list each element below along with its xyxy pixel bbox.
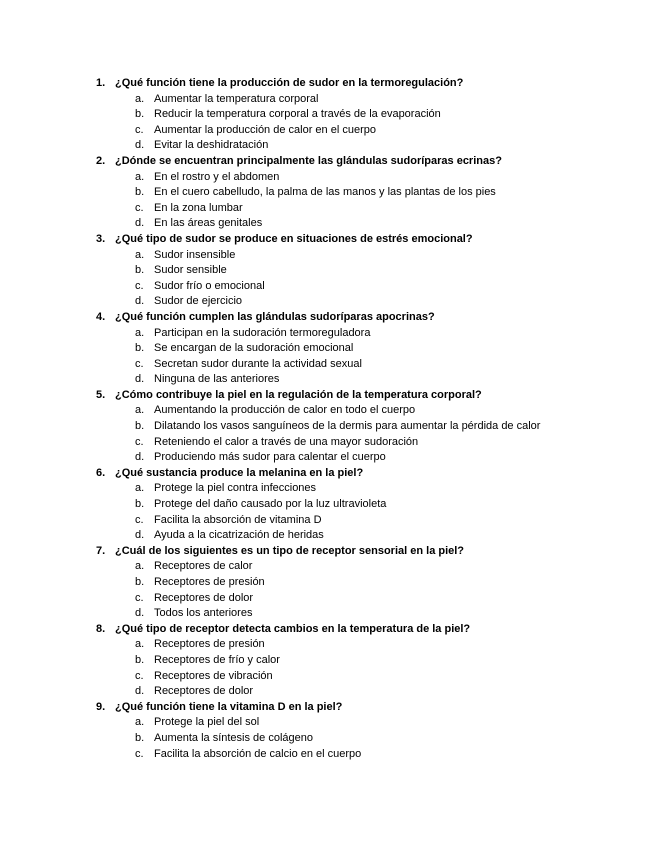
question-8-option-a bbox=[96, 637, 540, 653]
option-text: Sudor frío o emocional bbox=[154, 279, 265, 292]
option-letter: d. bbox=[135, 373, 145, 386]
option-letter: a. bbox=[135, 638, 145, 651]
option-text: Dilatando los vasos sanguíneos de la dermis para aumentar la pérdida de calor bbox=[154, 420, 541, 433]
option-text: Receptores de presión bbox=[154, 576, 265, 588]
option-text: Receptores de frío y calor bbox=[154, 653, 280, 666]
question-9 bbox=[96, 700, 540, 762]
question-text: ¿Qué función tiene la producción de sudor en la termoregulación? bbox=[115, 77, 464, 89]
option-letter: c. bbox=[135, 357, 144, 370]
question-9-option-b bbox=[96, 731, 540, 747]
option-letter: c. bbox=[135, 279, 144, 292]
option-text: Receptores de dolor bbox=[154, 685, 254, 698]
question-number: 9. bbox=[96, 700, 106, 713]
question-number: 1. bbox=[96, 77, 106, 89]
option-text: Receptores de calor bbox=[154, 560, 253, 573]
option-list bbox=[96, 715, 540, 762]
question-text: ¿Qué tipo de sudor se produce en situaciones de estrés emocional? bbox=[115, 232, 473, 245]
question-text: ¿Qué función tiene la vitamina D en la piel? bbox=[115, 700, 343, 713]
option-text: Sudor sensible bbox=[154, 264, 227, 277]
question-number: 2. bbox=[96, 154, 106, 167]
option-letter: b. bbox=[135, 186, 145, 199]
question-6-option-a bbox=[96, 481, 540, 497]
question-text: ¿Cuál de los siguientes es un tipo de receptor sensorial en la piel? bbox=[115, 544, 465, 557]
question-8-option-b bbox=[96, 653, 540, 669]
question-7-option-b bbox=[96, 575, 540, 591]
question-heading bbox=[96, 388, 540, 404]
question-text: ¿Qué sustancia produce la melanina en la piel? bbox=[115, 466, 364, 479]
option-text: En el cuero cabelludo, la palma de las manos y las plantas de los pies bbox=[154, 186, 496, 199]
question-text: ¿Dónde se encuentran principalmente las glándulas sudoríparas ecrinas? bbox=[115, 154, 502, 167]
option-letter: a. bbox=[135, 482, 145, 495]
option-text: En las áreas genitales bbox=[154, 217, 263, 230]
question-6-option-b bbox=[96, 497, 540, 513]
option-letter: b. bbox=[135, 498, 145, 511]
question-heading bbox=[96, 700, 540, 716]
question-2-option-d bbox=[96, 216, 540, 232]
option-letter: a. bbox=[135, 560, 145, 573]
option-letter: a. bbox=[135, 248, 145, 261]
question-6 bbox=[96, 466, 540, 544]
option-text: Receptores de dolor bbox=[154, 591, 254, 604]
question-8-option-d bbox=[96, 684, 540, 700]
question-number: 5. bbox=[96, 388, 106, 401]
option-letter: b. bbox=[135, 108, 145, 121]
question-1-option-a bbox=[96, 92, 540, 108]
option-text: Todos los anteriores bbox=[154, 607, 253, 620]
question-3 bbox=[96, 232, 540, 310]
question-heading bbox=[96, 76, 540, 92]
question-heading bbox=[96, 310, 540, 326]
question-3-option-c bbox=[96, 279, 540, 295]
question-6-option-c bbox=[96, 513, 540, 529]
question-text: ¿Qué tipo de receptor detecta cambios en la temperatura de la piel? bbox=[115, 622, 471, 635]
option-list bbox=[96, 559, 540, 621]
question-number: 3. bbox=[96, 232, 106, 245]
option-text: Protege del daño causado por la luz ultravioleta bbox=[154, 498, 387, 511]
question-2-option-a bbox=[96, 170, 540, 186]
question-7 bbox=[96, 544, 540, 622]
option-list bbox=[96, 637, 540, 699]
option-text: Evitar la deshidratación bbox=[154, 139, 269, 152]
option-list bbox=[96, 170, 540, 232]
question-2 bbox=[96, 154, 540, 232]
option-text: Sudor de ejercicio bbox=[154, 295, 243, 308]
option-text: Sudor insensible bbox=[154, 248, 236, 261]
option-text: Receptores de presión bbox=[154, 638, 265, 651]
option-text: Aumentar la producción de calor en el cuerpo bbox=[154, 123, 376, 136]
option-letter: b. bbox=[135, 731, 145, 744]
option-text: Aumentando la producción de calor en todo el cuerpo bbox=[154, 404, 416, 417]
question-1-option-b bbox=[96, 107, 540, 123]
option-letter: b. bbox=[135, 342, 145, 355]
question-6-option-d bbox=[96, 528, 540, 544]
option-list bbox=[96, 248, 540, 310]
option-letter: a. bbox=[135, 326, 145, 339]
option-letter: c. bbox=[135, 435, 144, 448]
option-text: Secretan sudor durante la actividad sexual bbox=[154, 357, 362, 370]
option-letter: a. bbox=[135, 404, 145, 417]
question-4-option-d bbox=[96, 372, 540, 388]
question-heading bbox=[96, 544, 540, 560]
option-text: Aumentar la temperatura corporal bbox=[154, 92, 319, 105]
option-list bbox=[96, 481, 540, 543]
question-8-option-c bbox=[96, 669, 540, 685]
option-text: Ninguna de las anteriores bbox=[154, 373, 280, 386]
option-text: Reteniendo el calor a través de una mayor sudoración bbox=[154, 435, 419, 448]
option-letter: d. bbox=[135, 451, 145, 464]
option-letter: a. bbox=[135, 716, 145, 729]
option-text: Reducir la temperatura corporal a través de la evaporación bbox=[154, 108, 441, 121]
option-letter: d. bbox=[135, 295, 145, 308]
option-list bbox=[96, 403, 540, 465]
question-5-option-b bbox=[96, 419, 540, 435]
question-5 bbox=[96, 388, 540, 466]
option-letter: d. bbox=[135, 139, 145, 152]
option-text: Facilita la absorción de vitamina D bbox=[154, 513, 322, 526]
question-3-option-d bbox=[96, 294, 540, 310]
question-8 bbox=[96, 622, 540, 700]
option-letter: b. bbox=[135, 576, 145, 588]
option-letter: c. bbox=[135, 669, 144, 682]
question-2-option-c bbox=[96, 201, 540, 217]
option-letter: c. bbox=[135, 123, 144, 136]
option-text: Protege la piel contra infecciones bbox=[154, 482, 317, 495]
option-text: Produciendo más sudor para calentar el cuerpo bbox=[154, 451, 386, 464]
question-heading bbox=[96, 154, 540, 170]
question-number: 4. bbox=[96, 310, 106, 323]
question-1-option-c bbox=[96, 123, 540, 139]
question-4 bbox=[96, 310, 540, 388]
question-text: ¿Cómo contribuye la piel en la regulación de la temperatura corporal? bbox=[115, 388, 482, 401]
option-text: Se encargan de la sudoración emocional bbox=[154, 342, 354, 355]
option-text: Protege la piel del sol bbox=[154, 716, 260, 729]
question-3-option-b bbox=[96, 263, 540, 279]
question-heading bbox=[96, 466, 540, 482]
question-1 bbox=[96, 76, 540, 154]
option-letter: c. bbox=[135, 747, 144, 760]
option-text: Receptores de vibración bbox=[154, 669, 273, 682]
question-number: 7. bbox=[96, 544, 106, 557]
question-heading bbox=[96, 232, 540, 248]
option-letter: b. bbox=[135, 264, 145, 277]
question-7-option-c bbox=[96, 591, 540, 607]
question-3-option-a bbox=[96, 248, 540, 264]
question-5-option-a bbox=[96, 403, 540, 419]
option-letter: d. bbox=[135, 607, 145, 620]
question-number: 6. bbox=[96, 466, 106, 479]
option-letter: d. bbox=[135, 217, 145, 230]
option-letter: c. bbox=[135, 201, 144, 214]
question-7-option-d bbox=[96, 606, 540, 622]
option-letter: a. bbox=[135, 92, 145, 105]
option-text: En la zona lumbar bbox=[154, 201, 243, 214]
option-letter: a. bbox=[135, 170, 145, 183]
question-5-option-d bbox=[96, 450, 540, 466]
question-9-option-a bbox=[96, 715, 540, 731]
question-text: ¿Qué función cumplen las glándulas sudoríparas apocrinas? bbox=[115, 310, 435, 323]
question-heading bbox=[96, 622, 540, 638]
question-5-option-c bbox=[96, 435, 540, 451]
option-text: En el rostro y el abdomen bbox=[154, 170, 280, 183]
question-4-option-b bbox=[96, 341, 540, 357]
question-4-option-c bbox=[96, 357, 540, 373]
option-text: Facilita la absorción de calcio en el cuerpo bbox=[154, 747, 362, 760]
option-text: Ayuda a la cicatrización de heridas bbox=[154, 529, 324, 542]
option-letter: d. bbox=[135, 529, 145, 542]
option-text: Participan en la sudoración termoreguladora bbox=[154, 326, 371, 339]
question-4-option-a bbox=[96, 326, 540, 342]
question-1-option-d bbox=[96, 138, 540, 154]
option-letter: b. bbox=[135, 653, 145, 666]
option-list bbox=[96, 92, 540, 154]
question-2-option-b bbox=[96, 185, 540, 201]
option-letter: c. bbox=[135, 591, 144, 604]
question-list bbox=[96, 76, 540, 762]
question-number: 8. bbox=[96, 622, 106, 635]
question-7-option-a bbox=[96, 559, 540, 575]
option-list bbox=[96, 326, 540, 388]
option-letter: d. bbox=[135, 685, 145, 698]
option-letter: c. bbox=[135, 513, 144, 526]
question-9-option-c bbox=[96, 747, 540, 763]
option-text: Aumenta la síntesis de colágeno bbox=[154, 731, 313, 744]
option-letter: b. bbox=[135, 420, 145, 433]
